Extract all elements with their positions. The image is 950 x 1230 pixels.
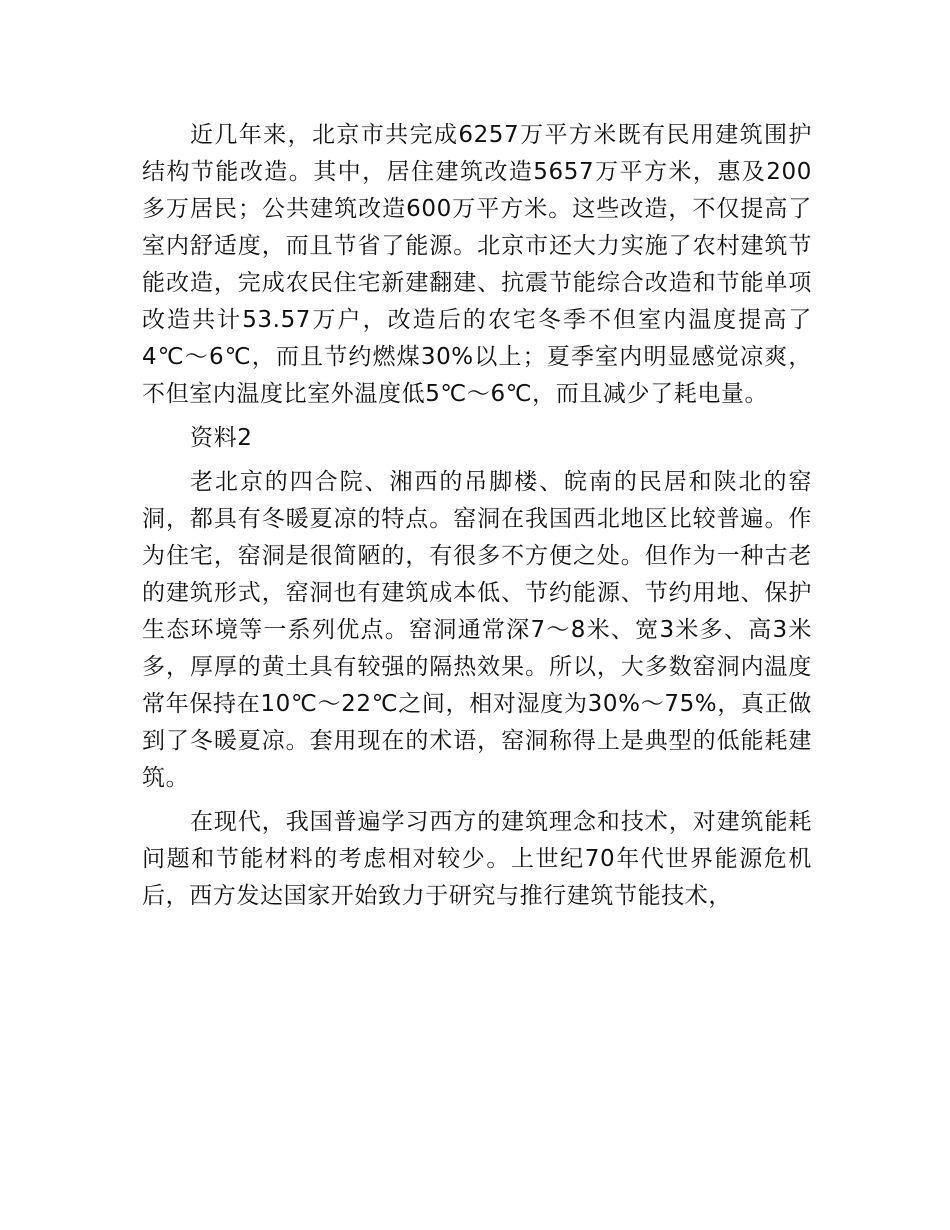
paragraph-cave-dwellings: 老北京的四合院、湘西的吊脚楼、皖南的民居和陕北的窑洞，都具有冬暖夏凉的特点。窑洞在我国西北地区比较普遍。作为住宅，窑洞是很简陋的，有很多不方便之处。但作为一种古老的建筑形式，窑洞也有建筑成本低、节约能源、节约用地、保护生态环境等一系列优点。窑洞通常深7～8米、宽3米多、高3米多，厚厚的黄土具有较强的隔热效果。所以，大多数窑洞内温度常年保持在10℃～22℃之间，相对湿度为30%～75%，真正做到了冬暖夏凉。套用现在的术语，窑洞称得上是典型的低能耗建筑。 <box>142 469 812 791</box>
section-heading-material-2: 资料2 <box>190 425 253 451</box>
paragraph-beijing-retrofit: 近几年来，北京市共完成6257万平方米既有民用建筑围护结构节能改造。其中，居住建筑改造5657万平方米，惠及200多万居民；公共建筑改造600万平方米。这些改造，不仅提高了室内舒适度，而且节省了能源。北京市还大力实施了农村建筑节能改造，完成农民住宅新建翻建、抗震节能综合改造和节能单项改造共计53.57万户，改造后的农宅冬季不但室内温度提高了4℃～6℃，而且节约燃煤30%以上；夏季室内明显感觉凉爽，不但室内温度比室外温度低5℃～6℃，而且减少了耗电量。 <box>142 122 812 407</box>
document-body <box>142 117 812 915</box>
paragraph-modern-architecture: 在现代，我国普遍学习西方的建筑理念和技术，对建筑能耗问题和节能材料的考虑相对较少。上世纪70年代世界能源危机后，西方发达国家开始致力于研究与推行建筑节能技术， <box>142 809 812 909</box>
